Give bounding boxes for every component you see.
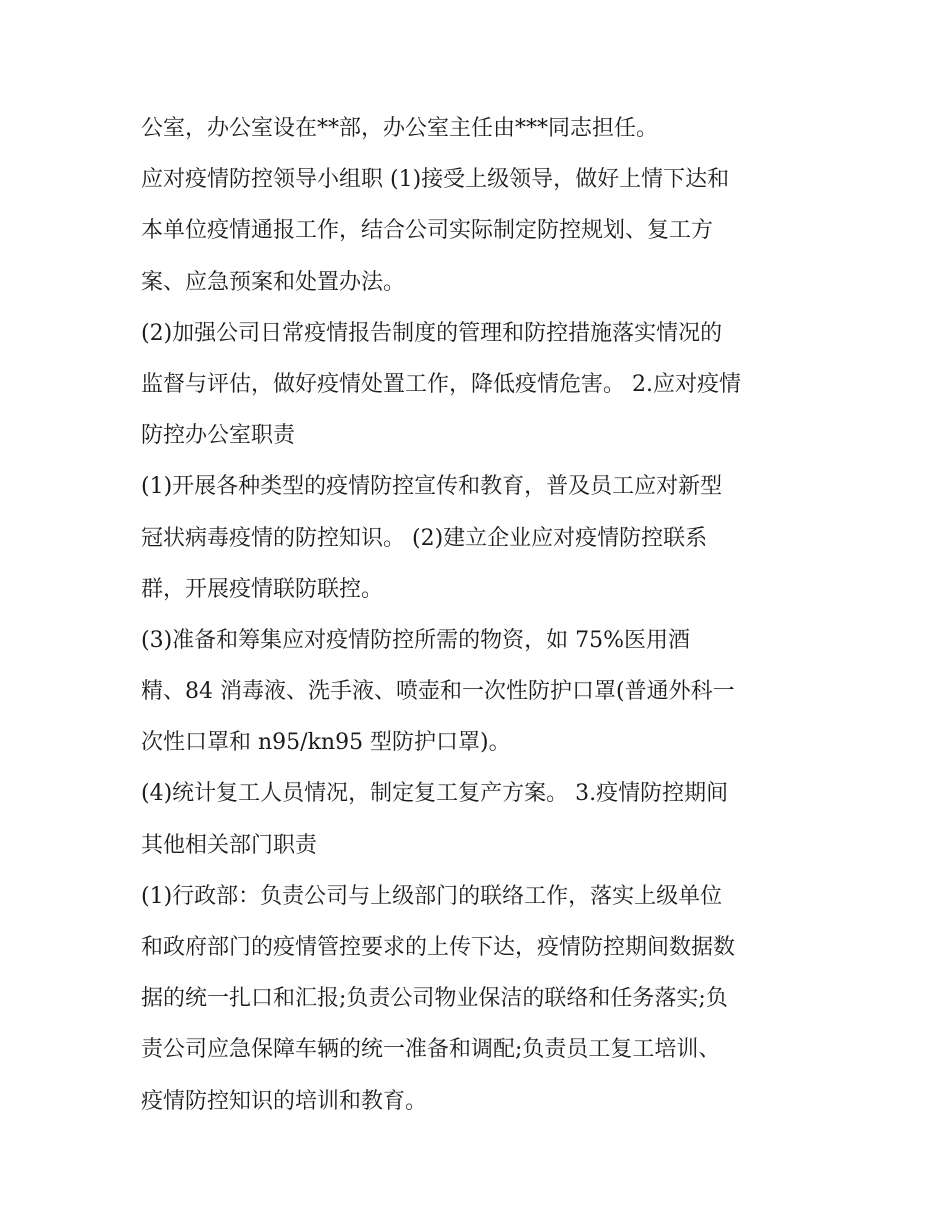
text-line: 其他相关部门职责 — [141, 832, 318, 858]
text-line: (3)准备和筹集应对疫情防控所需的物资，如 75%医用酒 — [141, 627, 691, 653]
text-line: 责公司应急保障车辆的统一准备和调配;负责员工复工培训、 — [141, 1037, 721, 1063]
text-line: 和政府部门的疫情管控要求的上传下达，疫情防控期间数据数 — [141, 935, 736, 960]
text-line: 防控办公室职责 — [141, 423, 296, 449]
text-line: 群，开展疫情联防联控。 — [141, 576, 384, 602]
document-body — [141, 106, 821, 1130]
text-line: 据的统一扎口和汇报;负责公司物业保洁的联络和任务落实;负 — [141, 986, 728, 1012]
text-line: (1)行政部：负责公司与上级部门的联络工作，落实上级单位 — [141, 883, 723, 909]
text-line: 冠状病毒疫情的防控知识。 (2)建立企业应对疫情防控联系 — [141, 525, 708, 551]
text-line: 疫情防控知识的培训和教育。 — [141, 1088, 428, 1114]
text-line: (1)开展各种类型的疫情防控宣传和教育，普及员工应对新型 — [141, 474, 723, 500]
text-line: 案、应急预案和处置办法。 — [141, 269, 406, 295]
text-line: 公室，办公室设在**部，办公室主任由***同志担任。 — [141, 116, 659, 141]
text-line: 应对疫情防控领导小组职 (1)接受上级领导，做好上情下达和 — [141, 167, 730, 193]
text-line: (4)统计复工人员情况，制定复工复产方案。 3.疫情防控期间 — [141, 781, 729, 807]
text-line: 本单位疫情通报工作，结合公司实际制定防控规划、复工方 — [141, 218, 714, 244]
text-line: 监督与评估，做好疫情处置工作，降低疫情危害。 2.应对疫情 — [141, 371, 741, 397]
text-line: 次性口罩和 n95/kn95 型防护口罩)。 — [141, 730, 511, 756]
text-line: 精、84 消毒液、洗手液、喷壶和一次性防护口罩(普通外科一 — [141, 679, 735, 705]
text-line: (2)加强公司日常疫情报告制度的管理和防控措施落实情况的 — [141, 320, 723, 346]
